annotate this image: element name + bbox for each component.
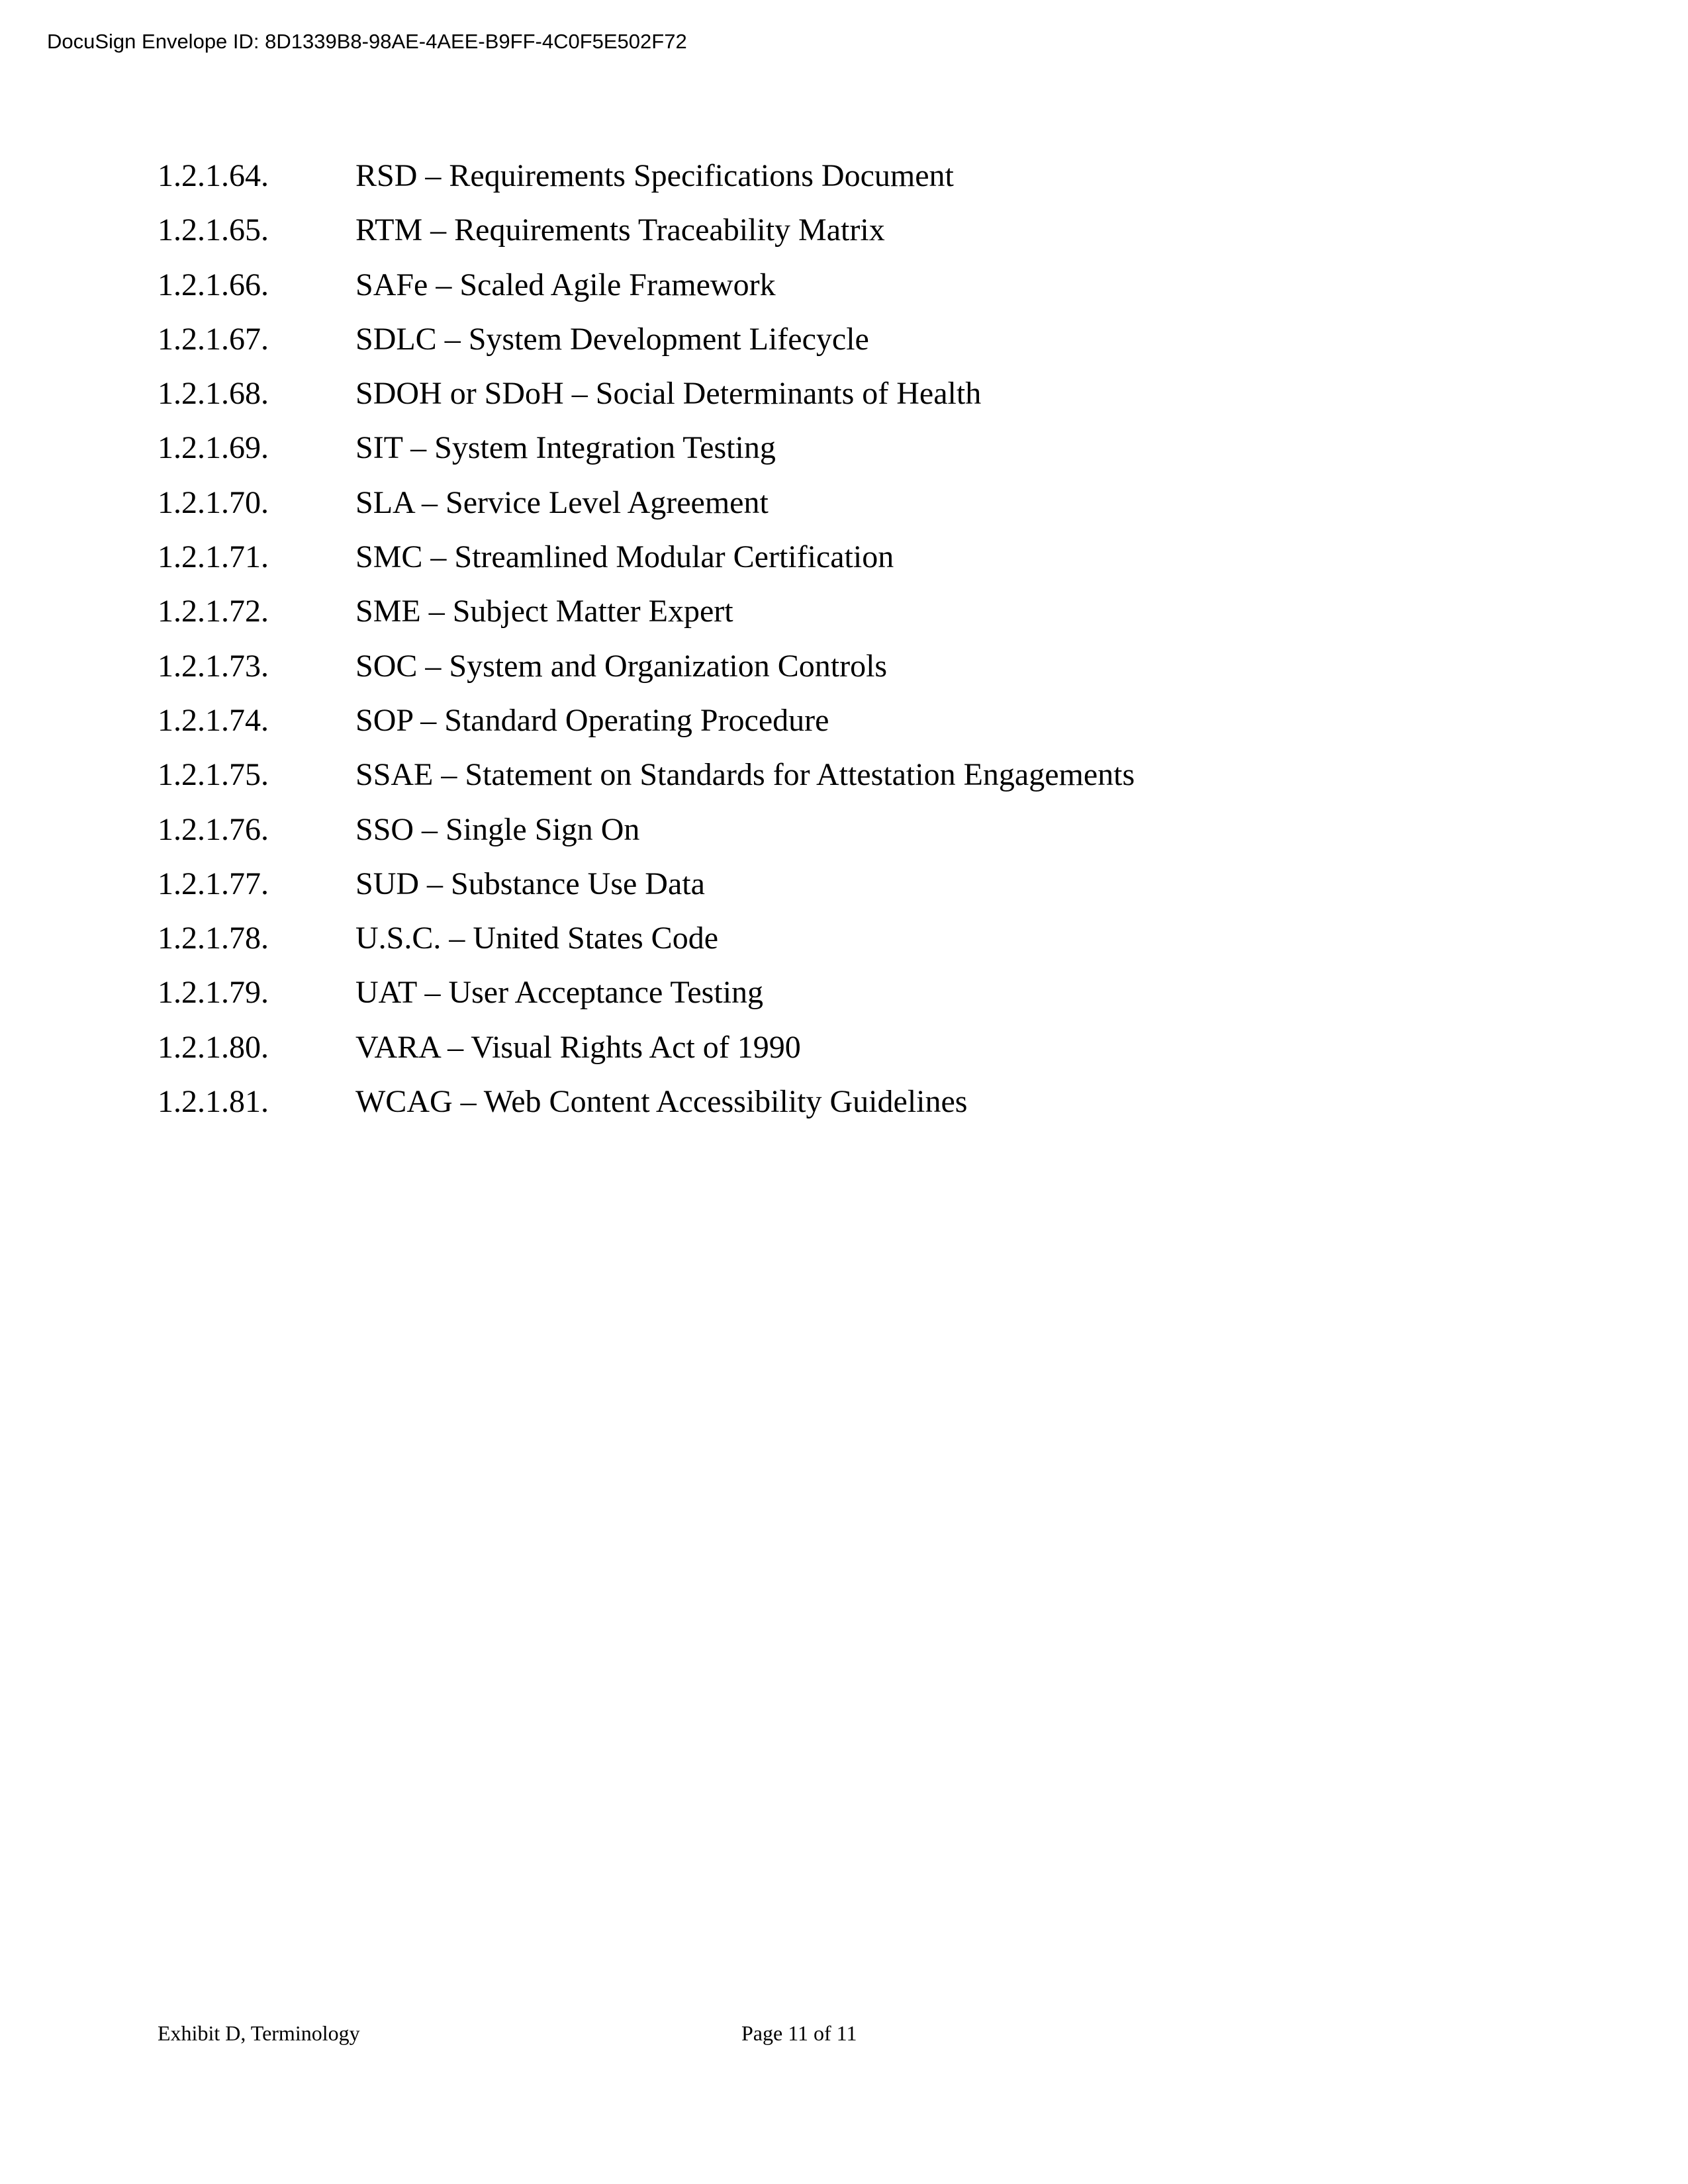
list-item [158,266,1135,320]
list-item [158,1028,1135,1083]
term-definition: RSD – Requirements Specifications Document [355,158,954,193]
term-number: 1.2.1.64. [158,158,269,193]
list-item [158,1083,1135,1137]
term-number: 1.2.1.74. [158,702,269,738]
term-number: 1.2.1.71. [158,539,269,575]
term-number: 1.2.1.69. [158,430,269,466]
term-number: 1.2.1.78. [158,921,269,956]
term-number: 1.2.1.75. [158,757,269,793]
term-definition: U.S.C. – United States Code [355,921,718,956]
term-number: 1.2.1.73. [158,648,269,684]
list-item [158,375,1135,429]
list-item [158,538,1135,592]
footer-page-number: Page 11 of 11 [741,2021,857,2045]
term-definition: WCAG – Web Content Accessibility Guidelines [355,1084,968,1120]
term-number: 1.2.1.68. [158,376,269,412]
term-number: 1.2.1.70. [158,484,269,520]
list-item [158,429,1135,483]
footer-document-title: Exhibit D, Terminology [158,2021,360,2045]
list-item [158,647,1135,702]
list-item [158,320,1135,375]
term-definition: VARA – Visual Rights Act of 1990 [355,1029,801,1065]
term-number: 1.2.1.77. [158,866,269,901]
term-number: 1.2.1.66. [158,267,269,302]
list-item [158,211,1135,265]
term-number: 1.2.1.76. [158,811,269,847]
list-item [158,592,1135,647]
list-item [158,484,1135,538]
term-definition: SSAE – Statement on Standards for Attestation Engagements [355,757,1135,793]
list-item [158,157,1135,211]
term-number: 1.2.1.67. [158,321,269,357]
list-item [158,974,1135,1028]
list-item [158,919,1135,974]
term-definition: SAFe – Scaled Agile Framework [355,267,776,302]
term-definition: SME – Subject Matter Expert [355,594,733,629]
term-definition: SDOH or SDoH – Social Determinants of Health [355,376,982,412]
term-definition: SDLC – System Development Lifecycle [355,321,869,357]
list-item [158,702,1135,756]
terminology-list [158,157,1135,1137]
term-number: 1.2.1.72. [158,594,269,629]
list-item [158,811,1135,865]
term-definition: SOC – System and Organization Controls [355,648,888,684]
term-definition: SMC – Streamlined Modular Certification [355,539,894,575]
term-definition: SOP – Standard Operating Procedure [355,702,829,738]
term-definition: UAT – User Acceptance Testing [355,975,764,1011]
term-definition: SIT – System Integration Testing [355,430,776,466]
term-number: 1.2.1.65. [158,212,269,248]
list-item [158,756,1135,810]
term-definition: SLA – Service Level Agreement [355,484,769,520]
term-number: 1.2.1.80. [158,1029,269,1065]
term-definition: SUD – Substance Use Data [355,866,705,901]
term-definition: RTM – Requirements Traceability Matrix [355,212,885,248]
term-number: 1.2.1.79. [158,975,269,1011]
list-item [158,865,1135,919]
envelope-id-header: DocuSign Envelope ID: 8D1339B8-98AE-4AEE-B9FF-4C0F5E502F72 [47,30,687,53]
term-definition: SSO – Single Sign On [355,811,640,847]
term-number: 1.2.1.81. [158,1084,269,1120]
